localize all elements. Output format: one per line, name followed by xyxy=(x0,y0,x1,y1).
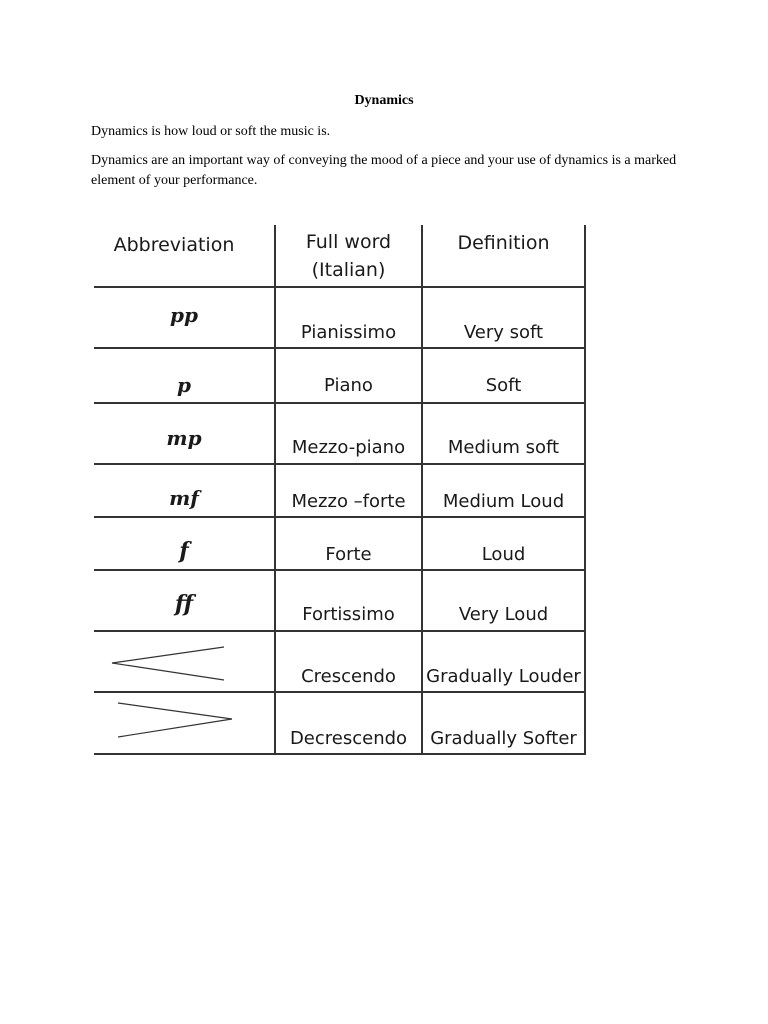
table-rule xyxy=(94,753,586,755)
full-word-cell: Decrescendo xyxy=(289,727,408,749)
full-word-cell: Mezzo –forte xyxy=(291,490,406,512)
table-rule xyxy=(94,347,586,349)
header-definition: Definition xyxy=(457,232,550,254)
table-rule xyxy=(94,516,586,518)
definition-cell: Gradually Louder xyxy=(426,665,581,687)
abbreviation-mf: mf xyxy=(169,486,199,510)
table-rule xyxy=(94,691,586,693)
full-word-cell: Crescendo xyxy=(301,665,396,687)
definition-cell: Very soft xyxy=(463,321,544,343)
full-word-cell: Forte xyxy=(325,543,372,565)
dynamics-table xyxy=(94,225,586,755)
header-full-word-line2: (Italian) xyxy=(311,258,386,281)
header-full-word xyxy=(276,225,421,286)
abbreviation-ff: ff xyxy=(174,591,194,617)
definition-cell: Very Loud xyxy=(458,603,549,625)
table-rule xyxy=(94,402,586,404)
table-rule xyxy=(94,630,586,632)
definition-cell: Medium soft xyxy=(447,436,560,458)
definition-cell: Soft xyxy=(485,374,522,396)
page-title: Dynamics xyxy=(354,93,414,108)
abbreviation-f: f xyxy=(179,538,189,564)
full-word-cell: Pianissimo xyxy=(300,321,397,343)
crescendo-hairpin-icon xyxy=(108,643,228,683)
table-rule xyxy=(94,463,586,465)
full-word-cell: Piano xyxy=(324,374,373,396)
table-rule xyxy=(94,286,586,288)
definition-cell: Gradually Softer xyxy=(430,727,577,749)
table-rule xyxy=(94,569,586,571)
column-divider xyxy=(584,225,586,755)
abbreviation-pp: pp xyxy=(170,303,198,327)
intro-paragraph: Dynamics is how loud or soft the music is. xyxy=(91,124,331,139)
definition-cell: Medium Loud xyxy=(442,490,565,512)
mood-paragraph: Dynamics are an important way of conveying the mood of a piece and your use of dynamics is a marked element of your performance. xyxy=(91,153,677,188)
decrescendo-hairpin-icon xyxy=(112,699,236,741)
full-word-cell: Fortissimo xyxy=(302,603,395,625)
abbreviation-p: p xyxy=(177,373,191,397)
full-word-cell: Mezzo-piano xyxy=(291,436,406,458)
header-abbreviation: Abbreviation xyxy=(113,234,235,256)
definition-cell: Loud xyxy=(481,543,526,565)
abbreviation-mp: mp xyxy=(166,426,202,450)
header-full-word-line1: Full word xyxy=(305,230,392,253)
